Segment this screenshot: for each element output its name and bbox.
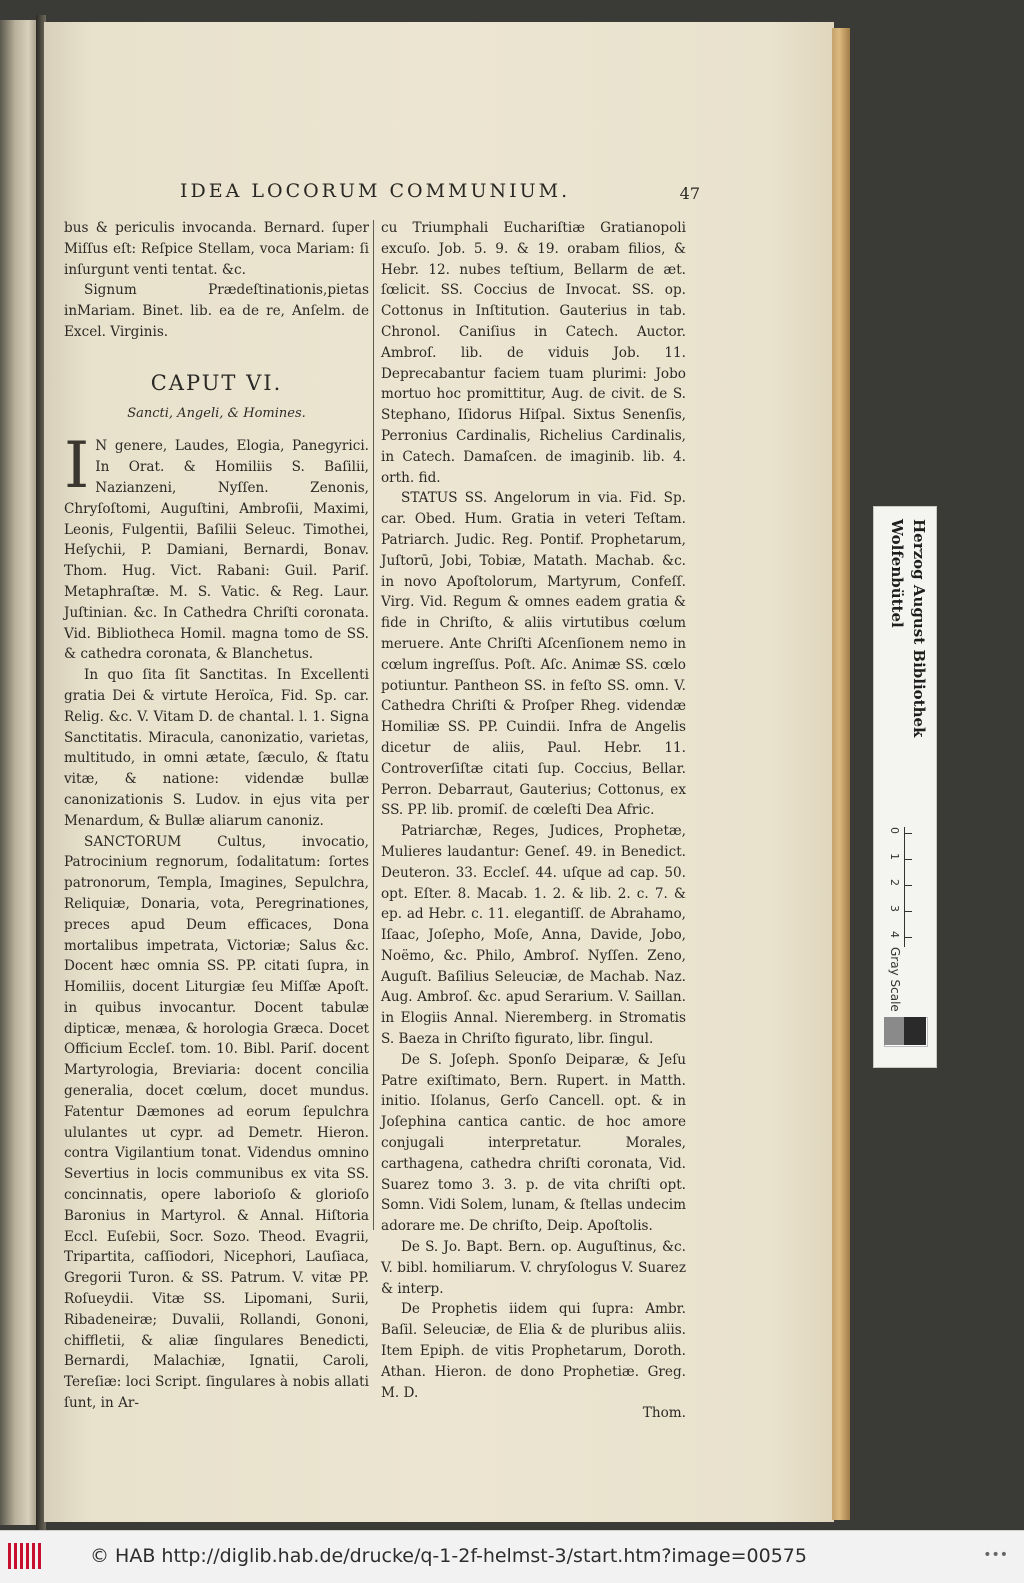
paragraph: De S. Jo. Bapt. Bern. op. Auguſtinus, &c. V. bibl. homiliarum. V. chryſologus V. Suarez & interp. [381,1239,686,1297]
paragraph: STATUS SS. Angelorum in via. Fid. Sp. car. Obed. Hum. Gratia in veteri Teſtam. Patriarch. Judic. Reg. Pontif. Prophetarum, Juſtorū, Jobi, Tobiæ, Matath. Machab. &c. in novo Apoſtolorum, Martyrum, Confeſſ. Virg. Vid. Regum & omnes eadem gratia & fide in Chriſto, & aliis virtutibus cœlum meruere. Ante Chriſti Aſcenſionem nemo in cœlum ingreſſus. Poſt. Aſc. Animæ SS. cœlo potiuntur. Pantheon SS. in feſto SS. omn. V. Cathedra Chriſti & Proſper Rheg. videndæ Homiliæ SS. PP. Cuindii. Infra de Angelis dicetur de aliis, Paul. Hebr. 11. Controverſiſtæ citati ſup. Coccius, Bellar. Perron. Debarraut, Gauterius; Cottonus, ex SS. PP. lib. promiſ. de cœleſti Dea Afric. [381,490,686,819]
paragraph-text: N genere, Laudes, Elogia, Panegyrici. In Orat. & Homiliis S. Baſilii, Nazianzeni, Nyſſen. Zenonis, Chryſoſtomi, Auguſtini, Ambroſii, Maximi, Leonis, Fulgentii, Baſilii Seleuc. Timothei, Heſychii, P. Damiani, Bernardi, Bonav. Thom. Hug. Vict. Rabani: Guil. Pariſ. Metaphraſtæ. M. S. Vatic. & Reg. Laur. Juſtinian. &c. In Cathedra Chriſti coronata. Vid. Bibliotheca Homil. magna tomo de SS. & cathedra coronata, & Blanchetus. [64,438,369,663]
left-column [64,218,369,1414]
running-title: IDEA LOCORUM COMMUNIUM. [180,180,571,202]
column-rule [373,220,374,1230]
paragraph: Signum Prædeſtinationis,pietas inMariam. Binet. lib. ea de re, Anſelm. de Excel. Virginis. [64,282,369,340]
chapter-subtitle: Sancti, Angeli, & Homines. [127,405,306,421]
scale-tick [904,859,912,860]
gray-swatch-black [904,1017,926,1045]
catchword: Thom. [642,1405,686,1422]
paragraph: bus & periculis invocanda. Bernard. ſuper Miſſus eſt: Reſpice Stellam, voca Mariam: ſi inſurgunt venti tentat. &c. [64,220,369,278]
paragraph: De Prophetis iidem qui ſupra: Ambr. Baſil. Seleuciæ, de Elia & de pluribus aliis. Item Epiph. de vitis Prophetarum, Doroth. Athan. Hieron. de dono Prophetiæ. Greg. M. D. [381,1301,686,1401]
scale-tick [904,937,912,938]
library-name-line2: Wolfenbüttel [888,519,906,628]
previous-page-edge [0,20,38,1525]
chapter-title: CAPUT VI. [150,370,283,395]
scale-tick [904,833,912,834]
drop-cap: I [64,429,90,504]
scale-number: 3 [888,905,901,912]
paragraph: In quo ſita ſit Sanctitas. In Excellenti gratia Dei & virtute Heroïca, Fid. Sp. car. Relig. &c. V. Vitam D. de chantal. l. 1. Signa Sanctitatis. Miracula, canonizatio, varietas, multitudo, in omni ætate, ſæculo, & ſtatu vitæ, & natione: videndæ bullæ canonizationis S. Ludov. in ejus vita per Menardum, & Bullæ aliarum canoniz. [64,667,369,829]
page-number: 47 [679,184,700,203]
paragraph: SANCTORUM Cultus, invocatio, Patrocinium regnorum, ſodalitatum: ſortes patronorum, Templa, Imagines, Sepulchra, Reliquiæ, Donaria, vota, Peregrinationes, preces apud Deum efficaces, Dona mortalibus impetrata, Victoriæ; Salus &c. Docent hæc omnia SS. PP. citati ſupra, in Homiliis, docent Liturgiæ ſeu Miſſæ Apoſt. in quibus invocantur. Docent tabulæ dipticæ, menæa, & horologia Græca. Docet Officium Eccleſ. tom. 10. Bibl. Pariſ. docent Martyrologia, Breviaria: docent concilia generalia, docet cœlum, docet mundus. Fatentur Dæmones ad eorum ſepulchra ululantes ut cypr. ad Demetr. Hieron. contra Vigilantium tonat. Videndus omnino Severtius in locis communibus ex vita SS. concinnatis, opere laborioſo & glorioſo Baronius in Martyrol. & Annal. Hiſtoria Eccl. Euſebii, Socr. Sozo. Theod. Evagrii, Tripartita, caſſiodori, Nicephori, Lauſiaca, Gregorii Turon. & SS. Patrum. V. vitæ PP. Roſueydii. Vitæ SS. Lipomani, Surii, Ribadeneiræ; Duvalii, Rollandi, Gononi, chiffletii, & aliæ ſingulares Benedicti, Bernardi, Malachiæ, Ignatii, Caroli, Tereſiæ: loci Script. ſingulares à nobis allati ſunt, in Ar- [64,833,369,1412]
scale-number: 1 [888,853,901,860]
gray-swatch-mid [884,1017,904,1045]
scale-number: 0 [888,827,901,834]
paragraph [64,429,369,665]
paragraph: Patriarchæ, Reges, Judices, Prophetæ, Mulieres laudantur: Geneſ. 49. in Benedict. Deuteron. 33. Eccleſ. 44. uſque ad cap. 50. opt. Eſter. 8. Macab. 1. 2. & lib. 2. c. 7. & ep. ad Hebr. c. 11. elegantiſſ. de Abrahamo, Iſaac, Joſepho, Moſe, Anna, Davide, Jobo, Noëmo, &c. Philo, Ambroſ. Nyſſen. Zeno, Auguſt. Baſilius Seleuciæ, de Machab. Naz. Aug. Ambroſ. &c. apud Serarium. V. Saillan. in Elogiis Annal. Nieremberg. in Stromatis S. Baeza in Chriſto figurato, libr. ſingul. [381,823,686,1048]
scale-number: 2 [888,879,901,886]
more-options-icon[interactable]: ••• [983,1547,1008,1563]
scale-tick [904,911,912,912]
library-ruler-strip [873,506,937,1068]
paragraph: De S. Joſeph. Sponſo Deiparæ, & Jeſu Patre exiſtimato, Bern. Rupert. in Matth. initio. Iſolanus, Gerſo Cancell. opt. & in Joſephina cantica cantic. de hoc amore conjugali interpretatur. Morales, carthagena, cathedra chriſti coronata, Vid. Suarez tomo 3. 3. p. de vita chriſti opt. Somn. Vidi Solem, lunam, & ſtellas undecim adorare me. De chriſto, Deip. Apoſtolis. [381,1051,686,1235]
page-header [180,180,700,210]
right-column [381,218,686,1424]
gray-scale-label: Gray Scale [888,947,902,1012]
scale-bar [882,827,928,947]
scale-tick [904,885,912,886]
library-name [880,519,930,819]
scale-number: 4 [888,931,901,938]
hab-logo-icon [8,1543,42,1569]
paragraph: cu Triumphali Euchariſtiæ Gratianopoli excuſo. Job. 5. 9. & 19. orabam filios, & Hebr. 12. nubes teſtium, Bellarm de æt. ſœlicit. SS. Coccius de Invocat. SS. op. Cottonus in Inſtitution. Gauterius in tab. Chronol. Caniſius in Catech. Auctor. Ambroſ. lib. de viduis Job. 11. Deprecabantur faciem tuam plurimi: Jobo mortuo hoc promittitur, Aug. de civit. de S. Stephano, Iſidorus Hiſpal. Sixtus Senenſis, Perronius Cardinalis, Richelius Cardinalis, in Catech. Damaſcen. de imaginib. lib. 4. orth. fid. [381,220,686,486]
page-fore-edge [832,28,850,1520]
scale-line [904,827,905,947]
footer-bar [0,1530,1024,1583]
library-name-line1: Herzog August Bibliothek [910,519,928,738]
footer-copyright-link[interactable]: © HAB http://diglib.hab.de/drucke/q-1-2f-helmst-3/start.htm?image=00575 [90,1545,807,1567]
